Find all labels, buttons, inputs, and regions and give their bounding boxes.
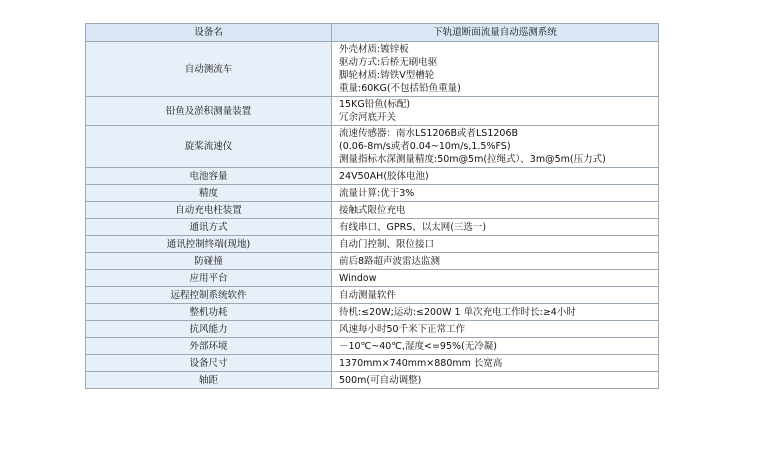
row-label: 防碰撞 bbox=[86, 253, 332, 270]
row-label: 旋桨流速仪 bbox=[86, 126, 332, 168]
row-label: 抗风能力 bbox=[86, 321, 332, 338]
table-body bbox=[86, 42, 659, 389]
value-line: 自动门控制、限位接口 bbox=[339, 238, 435, 250]
row-label: 铅鱼及淤积测量装置 bbox=[86, 97, 332, 126]
value-line: 500m(可自动调整) bbox=[339, 374, 422, 386]
table-row bbox=[86, 236, 659, 253]
table-row bbox=[86, 126, 659, 168]
row-value bbox=[332, 355, 659, 372]
value-line: (0.06-8m/s或者0.04~10m/s,1.5%FS) bbox=[339, 141, 511, 152]
row-value bbox=[332, 202, 659, 219]
row-value bbox=[332, 168, 659, 185]
row-value bbox=[332, 126, 659, 168]
value-line: 重量:60KG(不包括铅鱼重量) bbox=[339, 83, 461, 94]
row-label: 通讯方式 bbox=[86, 219, 332, 236]
value-line: 测量指标水深测量精度:50m@5m(拉绳式）、3m@5m(压力式) bbox=[339, 154, 606, 165]
row-label: 轴距 bbox=[86, 372, 332, 389]
header-device-name: 设备名 bbox=[86, 24, 332, 42]
row-label: 外部环境 bbox=[86, 338, 332, 355]
value-line: 流量计算:优于3% bbox=[339, 187, 415, 199]
value-line: 待机:≤20W;运动:≤200W 1 单次充电工作时长:≥4小时 bbox=[339, 306, 576, 318]
row-label: 设备尺寸 bbox=[86, 355, 332, 372]
value-line: 流速传感器：南水LS1206B或者LS1206B bbox=[339, 128, 519, 139]
table-row bbox=[86, 304, 659, 321]
table-row bbox=[86, 42, 659, 97]
table-header-row bbox=[86, 24, 659, 42]
value-line: －10℃~40℃,湿度<=95%(无冷凝) bbox=[339, 340, 497, 352]
value-line: 风速每小时50千米下正常工作 bbox=[339, 323, 466, 335]
table-row bbox=[86, 219, 659, 236]
row-label: 应用平台 bbox=[86, 270, 332, 287]
table-row bbox=[86, 185, 659, 202]
row-value bbox=[332, 219, 659, 236]
table-row bbox=[86, 372, 659, 389]
table-row bbox=[86, 270, 659, 287]
value-line: 前后8路超声波雷达监测 bbox=[339, 255, 441, 267]
row-value bbox=[332, 97, 659, 126]
row-label: 整机功耗 bbox=[86, 304, 332, 321]
row-value bbox=[332, 270, 659, 287]
row-value bbox=[332, 338, 659, 355]
row-value bbox=[332, 253, 659, 270]
value-line: Window bbox=[339, 272, 377, 284]
value-line: 24V50AH(胶体电池) bbox=[339, 170, 429, 182]
row-label: 精度 bbox=[86, 185, 332, 202]
value-line: 自动测量软件 bbox=[339, 289, 397, 301]
row-label: 通讯控制终端(现地) bbox=[86, 236, 332, 253]
table-row bbox=[86, 253, 659, 270]
value-line: 外壳材质:镀锌板 bbox=[339, 44, 409, 55]
value-line: 驱动方式:后桥无刷电驱 bbox=[339, 57, 438, 68]
table-row bbox=[86, 97, 659, 126]
spec-table bbox=[85, 23, 659, 389]
table-row bbox=[86, 168, 659, 185]
row-value bbox=[332, 42, 659, 97]
row-value bbox=[332, 287, 659, 304]
table-row bbox=[86, 321, 659, 338]
value-line: 冗余河底开关 bbox=[339, 112, 397, 123]
row-value bbox=[332, 236, 659, 253]
value-line: 15KG铅鱼(标配) bbox=[339, 99, 411, 110]
table-row bbox=[86, 338, 659, 355]
table-row bbox=[86, 355, 659, 372]
value-line: 有线串口、GPRS、以太网(三选一) bbox=[339, 221, 487, 233]
header-system-name: 下轨道断面流量自动巡测系统 bbox=[332, 24, 659, 42]
value-line: 接触式限位充电 bbox=[339, 204, 406, 216]
table-row bbox=[86, 202, 659, 219]
row-value bbox=[332, 185, 659, 202]
table-row bbox=[86, 287, 659, 304]
row-label: 自动测流车 bbox=[86, 42, 332, 97]
row-value bbox=[332, 321, 659, 338]
value-line: 1370mm×740mm×880mm 长宽高 bbox=[339, 357, 503, 369]
row-label: 电池容量 bbox=[86, 168, 332, 185]
value-line: 脚轮材质:铸铁V型槽轮 bbox=[339, 70, 435, 81]
row-label: 自动充电柱装置 bbox=[86, 202, 332, 219]
row-label: 远程控制系统软件 bbox=[86, 287, 332, 304]
row-value bbox=[332, 304, 659, 321]
row-value bbox=[332, 372, 659, 389]
